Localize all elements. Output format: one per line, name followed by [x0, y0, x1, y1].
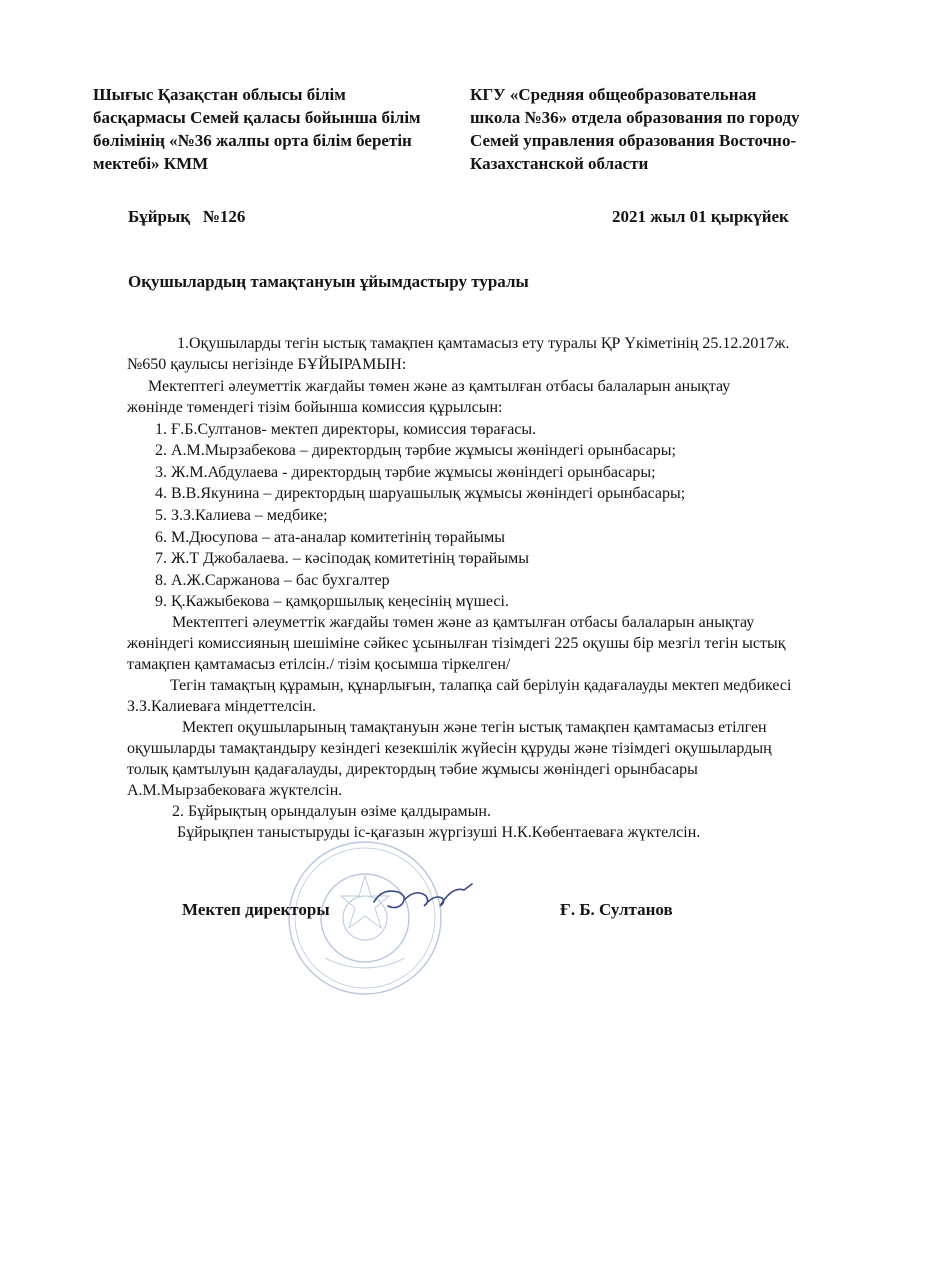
header-russian-line: Казахстанской области: [470, 154, 649, 173]
header-kazakh: [93, 83, 453, 175]
list-item: 7. Ж.Т Джобалаева. – кәсіподақ комитетінің төрайымы: [155, 550, 529, 567]
header-russian-line: школа №36» отдела образования по городу: [470, 108, 800, 127]
body-line: тамақпен қамтамасыз етілсін./ тізім қосымша тіркелген/: [127, 656, 511, 673]
header-kazakh-line: басқармасы Семей қаласы бойынша білім: [93, 108, 421, 127]
signature-icon: [368, 880, 478, 920]
body-line: жөнінде төмендегі тізім бойынша комиссия құрылсын:: [127, 399, 503, 416]
body-line: №650 қаулысы негізінде БҰЙЫРАМЫН:: [127, 356, 407, 373]
header-kazakh-line: бөлімінің «№36 жалпы орта білім беретін: [93, 131, 412, 150]
body-line: 2. Бұйрықтың орындалуын өзіме қалдырамын.: [172, 803, 491, 820]
header-kazakh-line: Шығыс Қазақстан облысы білім: [93, 85, 346, 104]
body-line: оқушыларды тамақтандыру кезіндегі кезекшілік жүйесін құруды және тізімдегі оқушылардың: [127, 740, 772, 757]
body-line: А.М.Мырзабековаға жүктелсін.: [127, 782, 343, 799]
body-line: 1.Оқушыларды тегін ыстық тамақпен қамтамасыз ету туралы ҚР Үкіметінің 25.12.2017ж.: [177, 335, 790, 352]
list-item: 2. А.М.Мырзабекова – директордың тәрбие жұмысы жөніндегі орынбасары;: [155, 442, 676, 459]
order-subject: Оқушылардың тамақтануын ұйымдастыру туралы: [128, 272, 529, 291]
list-item: 5. З.З.Калиева – медбике;: [155, 507, 328, 524]
header-russian: [470, 83, 870, 175]
order-number: Бұйрық №126: [128, 207, 246, 226]
list-item: 1. Ғ.Б.Султанов- мектеп директоры, комиссия төрағасы.: [155, 421, 537, 438]
order-date: 2021 жыл 01 қыркүйек: [612, 207, 789, 226]
body-line: Бұйрықпен таныстыруды іс-қағазын жүргізуші Н.К.Көбентаевағa жүктелсін.: [177, 824, 701, 841]
body-line: Мектептегі әлеуметтік жағдайы төмен және аз қамтылған отбасы балаларын анықтау: [148, 378, 731, 395]
body-line: жөніндегі комиссияның шешіміне сәйкес ұсынылған тізімдегі 225 оқушы бір мезгіл тегін ыстық: [127, 635, 786, 652]
header-russian-line: КГУ «Средняя общеобразовательная: [470, 85, 757, 104]
list-item: 6. М.Дюсупова – ата-аналар комитетінің төрайымы: [155, 529, 506, 546]
body-line: З.З.Калиеваға міндеттелсін.: [127, 698, 317, 715]
header-russian-line: Семей управления образования Восточно-: [470, 131, 797, 150]
list-item: 3. Ж.М.Абдулаева - директордың тәрбие жұмысы жөніндегі орынбасары;: [155, 464, 656, 481]
list-item: 8. А.Ж.Саржанова – бас бухгалтер: [155, 572, 390, 589]
body-line: Мектеп оқушыларының тамақтануын және тегін ыстық тамақпен қамтамасыз етілген: [182, 719, 767, 736]
body-line: Тегін тамақтың құрамын, құнарлығын, талапқа сай берілуін қадағалауды мектеп медбикесі: [170, 677, 792, 694]
list-item: 9. Қ.Кажыбекова – қамқоршылық кеңесінің мүшесі.: [155, 593, 509, 610]
signature-title: Мектеп директоры: [182, 900, 330, 919]
signature-name: Ғ. Б. Султанов: [560, 900, 673, 919]
body-line: толық қамтылуын қадағалауды, директордың тәбие жұмысы жөніндегі орынбасары: [127, 761, 698, 778]
list-item: 4. В.В.Якунина – директордың шаруашылық жұмысы жөніндегі орынбасары;: [155, 485, 686, 502]
header-kazakh-line: мектебі» КММ: [93, 154, 209, 173]
body-line: Мектептегі әлеуметтік жағдайы төмен және аз қамтылған отбасы балаларын анықтау: [172, 614, 755, 631]
